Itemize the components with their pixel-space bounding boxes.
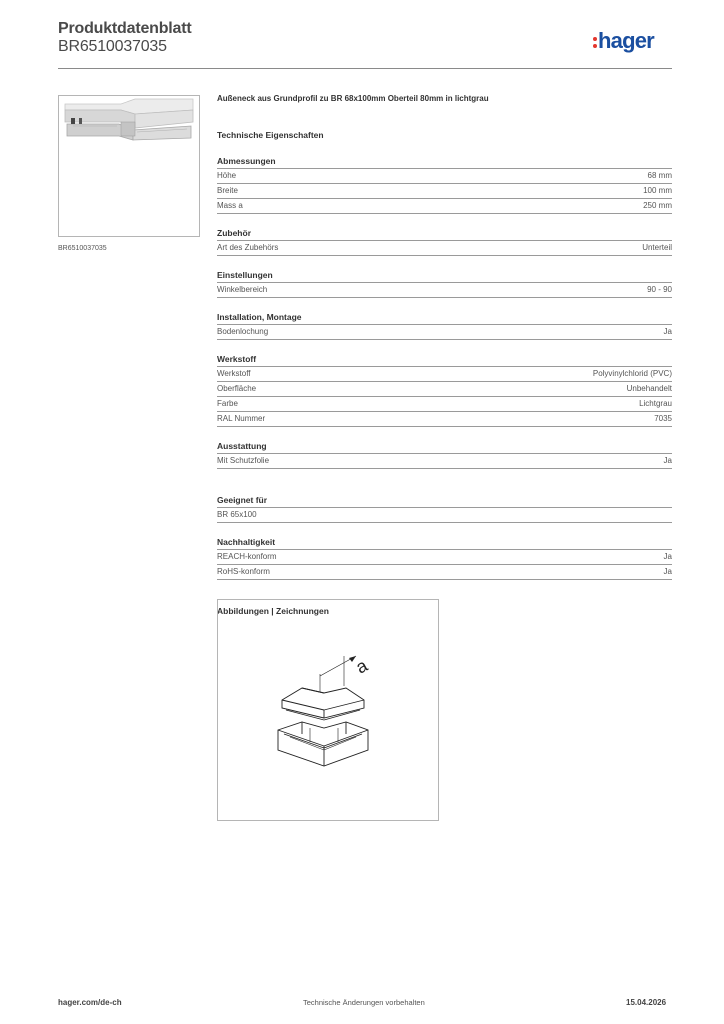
section-title: Geeignet für bbox=[217, 495, 268, 505]
property-row bbox=[217, 366, 672, 381]
property-label: RoHS-konform bbox=[217, 567, 270, 576]
hager-logo bbox=[593, 28, 654, 54]
property-label: Breite bbox=[217, 186, 238, 195]
property-label: Bodenlochung bbox=[217, 327, 269, 336]
property-row bbox=[217, 324, 672, 340]
property-value: Lichtgrau bbox=[639, 399, 672, 408]
property-row bbox=[217, 282, 672, 298]
corner-drawing-icon bbox=[218, 600, 438, 820]
section-werkstoff bbox=[217, 352, 672, 427]
drawings-heading: Abbildungen | Zeichnungen bbox=[217, 606, 329, 616]
property-value: Ja bbox=[663, 552, 672, 561]
section-title: Ausstattung bbox=[217, 441, 267, 451]
property-row bbox=[217, 183, 672, 198]
property-label: Werkstoff bbox=[217, 369, 251, 378]
header-divider bbox=[58, 68, 672, 69]
section-installation bbox=[217, 310, 672, 340]
footer-website-link[interactable]: hager.com/de-ch bbox=[58, 998, 122, 1007]
product-description: Außeneck aus Grundprofil zu BR 68x100mm Oberteil 80mm in lichtgrau bbox=[217, 94, 489, 103]
property-row bbox=[217, 168, 672, 183]
property-row bbox=[217, 411, 672, 427]
section-title: Nachhaltigkeit bbox=[217, 537, 276, 547]
property-value: 7035 bbox=[654, 414, 672, 423]
section-zubehoer bbox=[217, 226, 672, 256]
property-value: 68 mm bbox=[647, 171, 672, 180]
product-image bbox=[58, 95, 200, 237]
logo-text: hager bbox=[598, 28, 654, 53]
dimension-label: a bbox=[352, 655, 371, 678]
footer-notice: Technische Änderungen vorbehalten bbox=[303, 998, 425, 1007]
section-title: Zubehör bbox=[217, 228, 251, 238]
property-label: Mit Schutzfolie bbox=[217, 456, 270, 465]
property-label: Winkelbereich bbox=[217, 285, 268, 294]
property-value: Ja bbox=[663, 456, 672, 465]
section-geeignet-fuer bbox=[217, 493, 672, 523]
property-row bbox=[217, 564, 672, 580]
property-value: 250 mm bbox=[643, 201, 672, 210]
property-row bbox=[217, 396, 672, 411]
property-label: Höhe bbox=[217, 171, 237, 180]
property-row bbox=[217, 198, 672, 214]
section-ausstattung bbox=[217, 439, 672, 469]
property-label: Oberfläche bbox=[217, 384, 257, 393]
section-title: Installation, Montage bbox=[217, 312, 302, 322]
section-abmessungen bbox=[217, 154, 672, 214]
section-nachhaltigkeit bbox=[217, 535, 672, 580]
section-title: Einstellungen bbox=[217, 270, 273, 280]
section-title: Abmessungen bbox=[217, 156, 276, 166]
property-label: Art des Zubehörs bbox=[217, 243, 279, 252]
article-number: BR6510037035 bbox=[58, 38, 167, 55]
property-row bbox=[217, 381, 672, 396]
section-einstellungen bbox=[217, 268, 672, 298]
property-label: Mass a bbox=[217, 201, 243, 210]
page-title: Produktdatenblatt bbox=[58, 20, 192, 37]
property-value: Polyvinylchlorid (PVC) bbox=[592, 369, 672, 378]
property-value: Unbehandelt bbox=[626, 384, 672, 393]
property-value: Unterteil bbox=[642, 243, 672, 252]
property-value: Ja bbox=[663, 327, 672, 336]
property-label: REACH-konform bbox=[217, 552, 277, 561]
footer-date: 15.04.2026 bbox=[626, 998, 667, 1007]
image-caption: BR6510037035 bbox=[58, 245, 107, 252]
property-row bbox=[217, 453, 672, 469]
property-value: 90 - 90 bbox=[647, 285, 672, 294]
logo-dots-icon bbox=[593, 35, 597, 49]
property-row bbox=[217, 240, 672, 256]
property-row bbox=[217, 549, 672, 564]
property-label: RAL Nummer bbox=[217, 414, 266, 423]
product-photo-icon bbox=[59, 96, 199, 236]
property-value: Ja bbox=[663, 567, 672, 576]
technical-drawing bbox=[217, 599, 439, 821]
property-label: BR 65x100 bbox=[217, 510, 257, 519]
property-row bbox=[217, 507, 672, 523]
property-label: Farbe bbox=[217, 399, 238, 408]
product-details bbox=[217, 92, 672, 618]
section-title: Werkstoff bbox=[217, 354, 257, 364]
property-value: 100 mm bbox=[643, 186, 672, 195]
properties-heading: Technische Eigenschaften bbox=[217, 130, 324, 140]
